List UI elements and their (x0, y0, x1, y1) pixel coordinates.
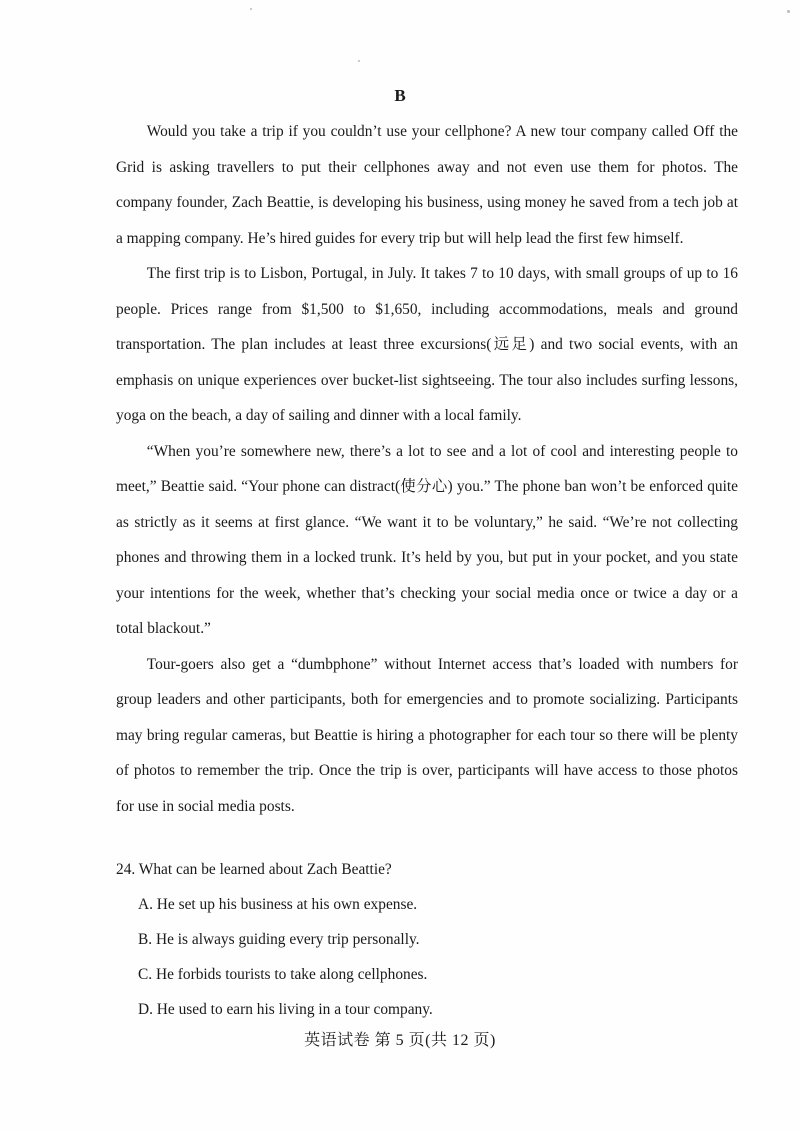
option-d: D. He used to earn his living in a tour company. (138, 1001, 433, 1018)
scan-speck (250, 8, 252, 10)
option-a: A. He set up his business at his own expense. (138, 896, 418, 913)
page-footer: 英语试卷 第 5 页(共 12 页) (304, 1032, 496, 1049)
scan-speck (358, 60, 360, 62)
option-c: C. He forbids tourists to take along cellphones. (138, 966, 428, 983)
scan-speck (787, 10, 790, 13)
option-b: B. He is always guiding every trip personally. (138, 931, 420, 948)
reading-passage (116, 114, 738, 824)
passage-paragraph-3: “When you’re somewhere new, there’s a lot to see and a lot of cool and interesting people to meet,” Beattie said. “Your phone can distract(使分心) you.” The phone ban won’t be enforced quite as strictly as it seems at first glance. “We want it to be voluntary,” he said. “We’re not collecting phones and throwing them in a locked trunk. It’s held by you, but put in your pocket, and you state your intentions for the week, whether that’s checking your social media once or twice a day or a total blackout.” (116, 442, 738, 637)
section-heading: B (394, 86, 406, 105)
passage-paragraph-1: Would you take a trip if you couldn’t use your cellphone? A new tour company called Off the Grid is asking travellers to put their cellphones away and not even use them for photos. The company founder, Zach Beattie, is developing his business, using money he saved from a tech job at a mapping company. He’s hired guides for every trip but will help lead the first few himself. (116, 123, 738, 247)
question-stem: 24. What can be learned about Zach Beattie? (116, 861, 392, 878)
passage-paragraph-2: The first trip is to Lisbon, Portugal, in July. It takes 7 to 10 days, with small groups of up to 16 people. Prices range from $1,500 to $1,650, including accommodations, meals and ground transportation. The plan includes at least three excursions(远足) and two social events, with an emphasis on unique experiences over bucket-list sightseeing. The tour also includes surfing lessons, yoga on the beach, a day of sailing and dinner with a local family. (116, 265, 738, 424)
question-24 (116, 852, 738, 1027)
passage-paragraph-4: Tour-goers also get a “dumbphone” without Internet access that’s loaded with numbers for group leaders and other participants, both for emergencies and to promote socializing. Participants may bring regular cameras, but Beattie is hiring a photographer for each tour so there will be plenty of photos to remember the trip. Once the trip is over, participants will have access to those photos for use in social media posts. (116, 655, 738, 815)
